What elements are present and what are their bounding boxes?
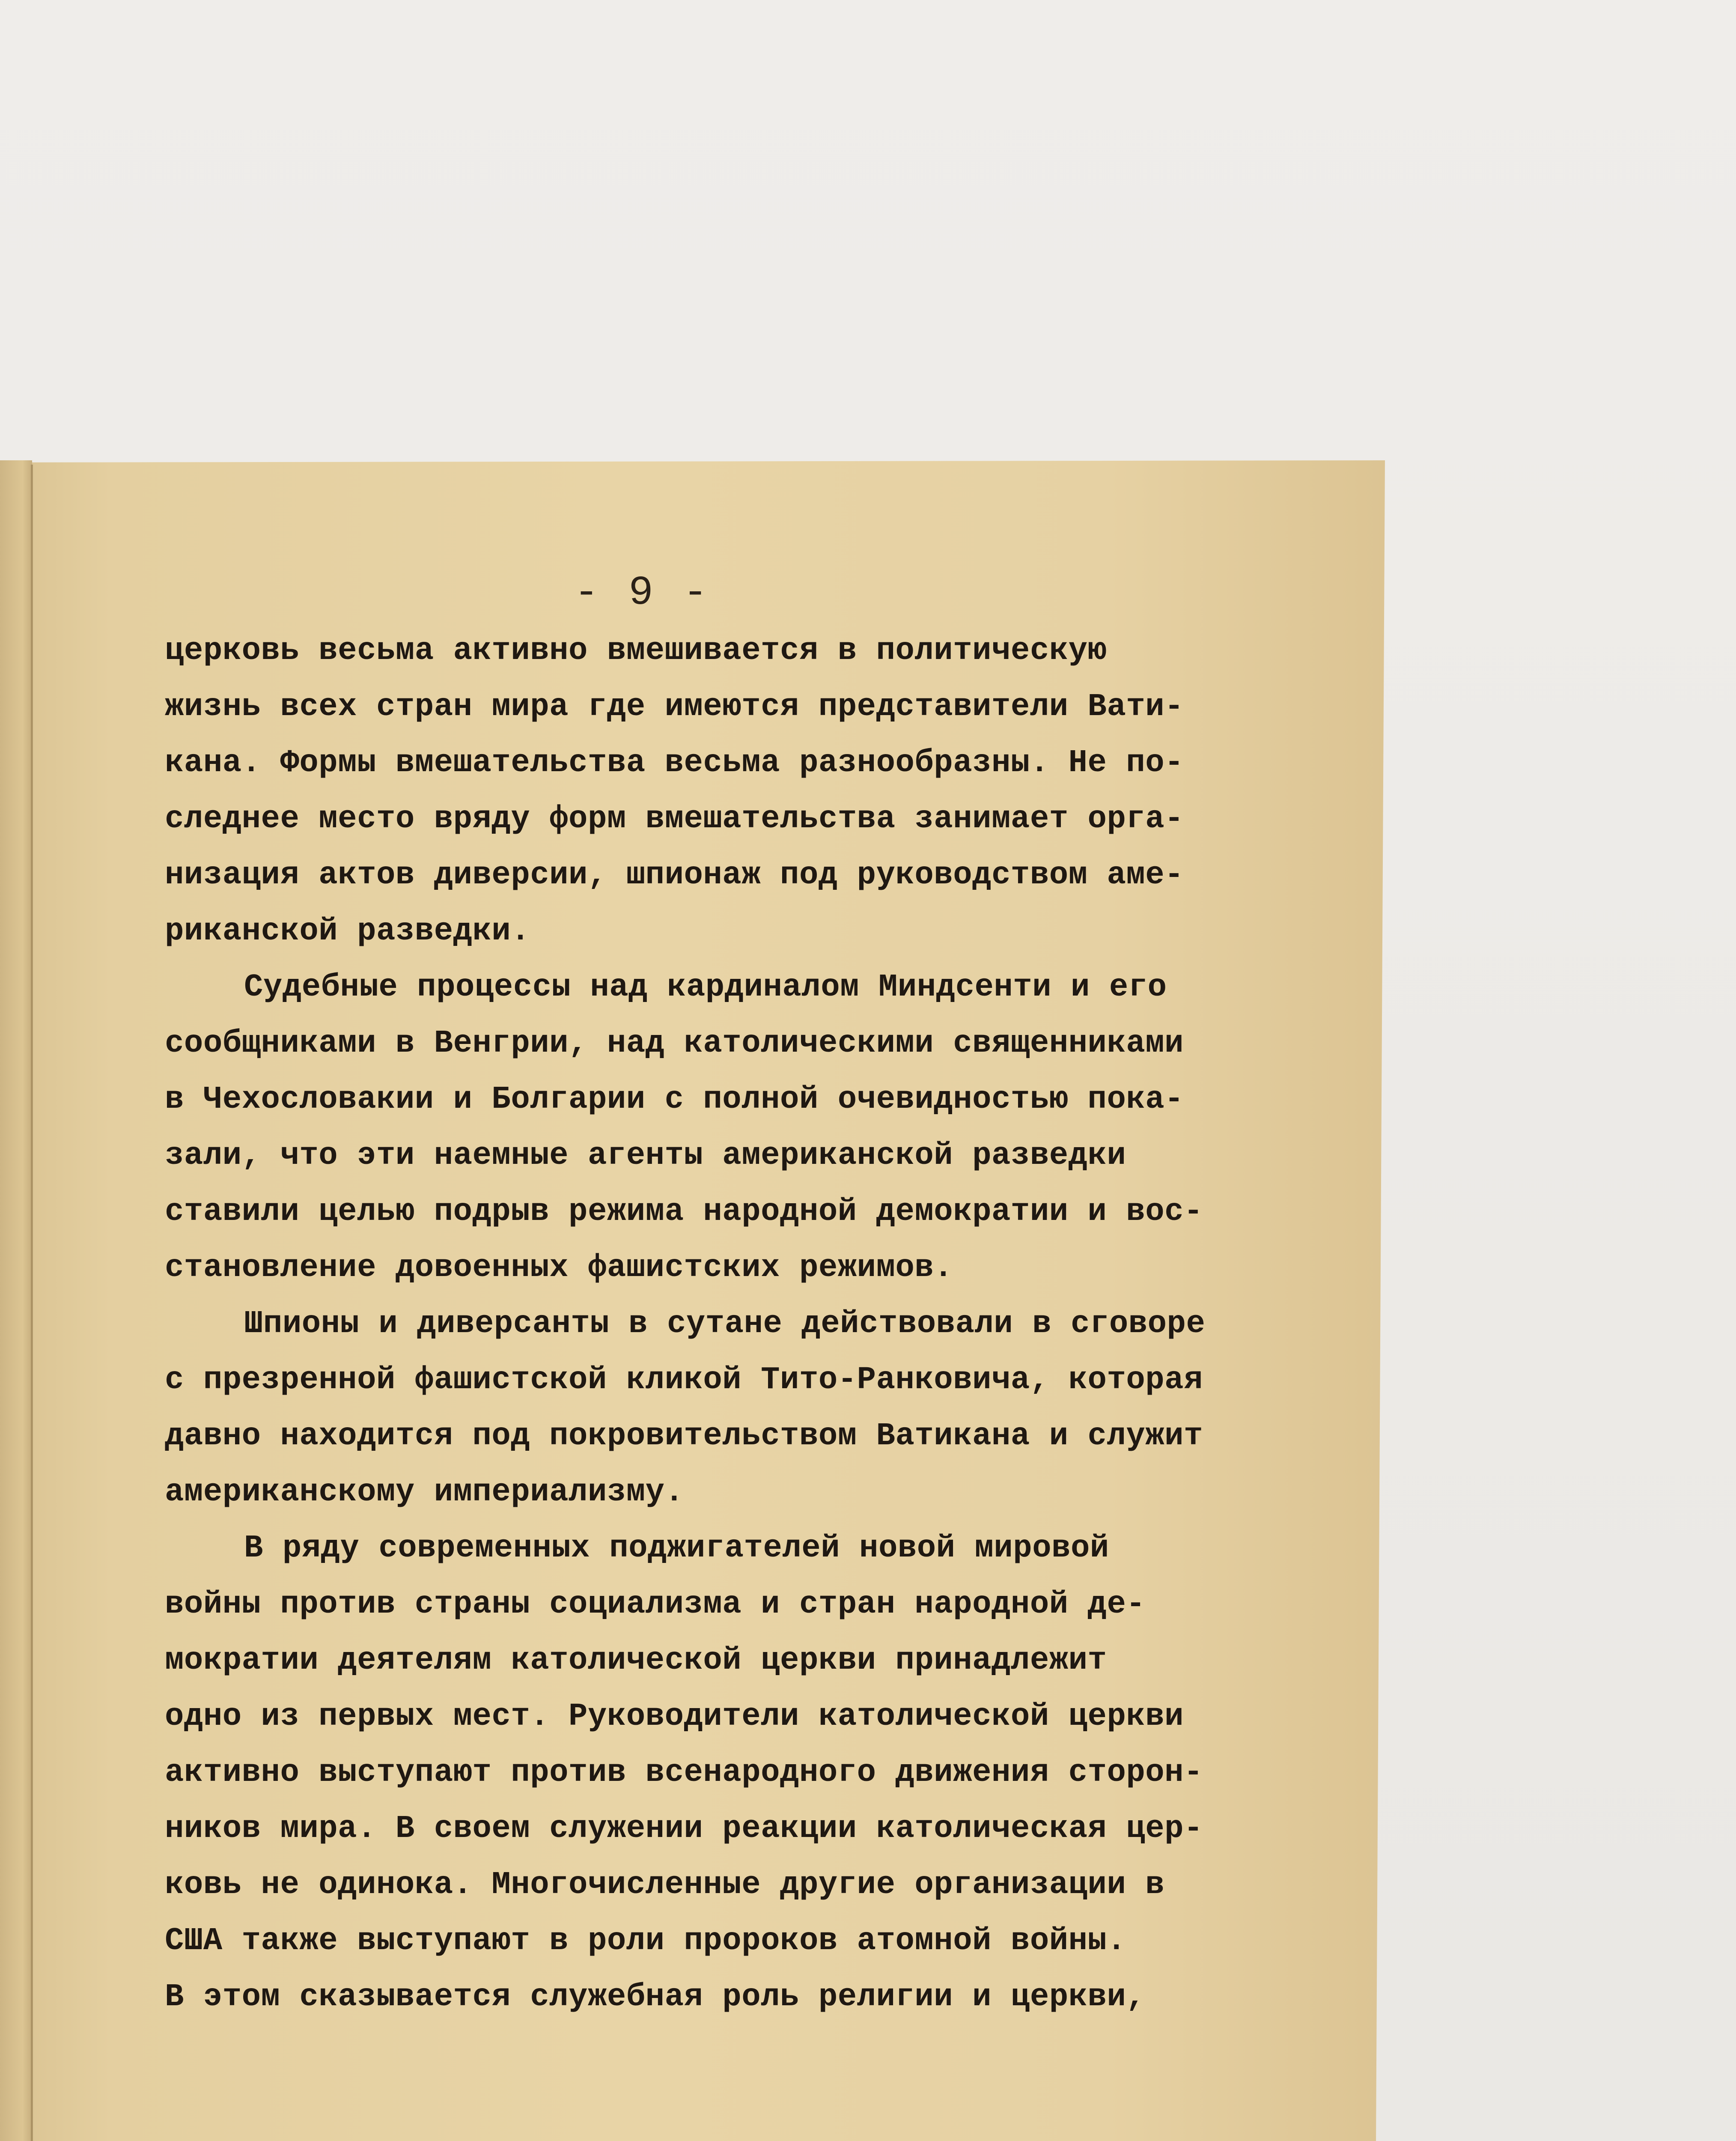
text-line: кана. Формы вмешательства весьма разнообразны. Не по- bbox=[165, 745, 1184, 781]
text-line: в Чехословакии и Болгарии с полной очевидностью пока- bbox=[165, 1082, 1184, 1118]
text-line: США также выступают в роли пророков атомной войны. bbox=[165, 1923, 1126, 1959]
text-line: В ряду современных поджигателей новой мировой bbox=[244, 1530, 1109, 1566]
text-line: одно из первых мест. Руководители католической церкви bbox=[165, 1699, 1184, 1735]
left-page-edge bbox=[0, 460, 32, 2141]
text-line: В этом сказывается служебная роль религии и церкви, bbox=[165, 1979, 1146, 2015]
text-line: мократии деятелям католической церкви принадлежит bbox=[165, 1643, 1107, 1679]
text-line: следнее место вряду форм вмешательства занимает орга- bbox=[165, 801, 1184, 837]
text-line: американскому империализму. bbox=[165, 1474, 684, 1510]
text-line: жизнь всех стран мира где имеются представители Вати- bbox=[165, 689, 1184, 725]
text-line: активно выступают против всенародного движения сторон- bbox=[165, 1755, 1203, 1791]
text-line: ставили целью подрыв режима народной демократии и вос- bbox=[165, 1194, 1203, 1230]
text-line: давно находится под покровительством Ватикана и служит bbox=[165, 1418, 1203, 1454]
text-line: низация актов диверсии, шпионаж под руководством аме- bbox=[165, 857, 1184, 893]
text-line: зали, что эти наемные агенты американской разведки bbox=[165, 1138, 1126, 1174]
text-line: Шпионы и диверсанты в сутане действовали в сговоре bbox=[244, 1306, 1206, 1342]
text-line: риканской разведки. bbox=[165, 913, 530, 949]
text-line: сообщниками в Венгрии, над католическими священниками bbox=[165, 1026, 1184, 1062]
text-line: с презренной фашистской кликой Тито-Ранковича, которая bbox=[165, 1362, 1203, 1398]
text-line: ковь не одинока. Многочисленные другие организации в bbox=[165, 1867, 1165, 1903]
text-line: ников мира. В своем служении реакции католическая цер- bbox=[165, 1811, 1203, 1847]
text-line: церковь весьма активно вмешивается в политическую bbox=[165, 633, 1107, 669]
booklet-spine bbox=[31, 465, 33, 2141]
text-line: Судебные процессы над кардиналом Миндсенти и его bbox=[244, 969, 1167, 1005]
text-line: войны против страны социализма и стран народной де- bbox=[165, 1586, 1146, 1622]
page-number: - 9 - bbox=[574, 570, 711, 616]
text-line: становление довоенных фашистских режимов. bbox=[165, 1250, 953, 1286]
body-text bbox=[165, 623, 1206, 2025]
